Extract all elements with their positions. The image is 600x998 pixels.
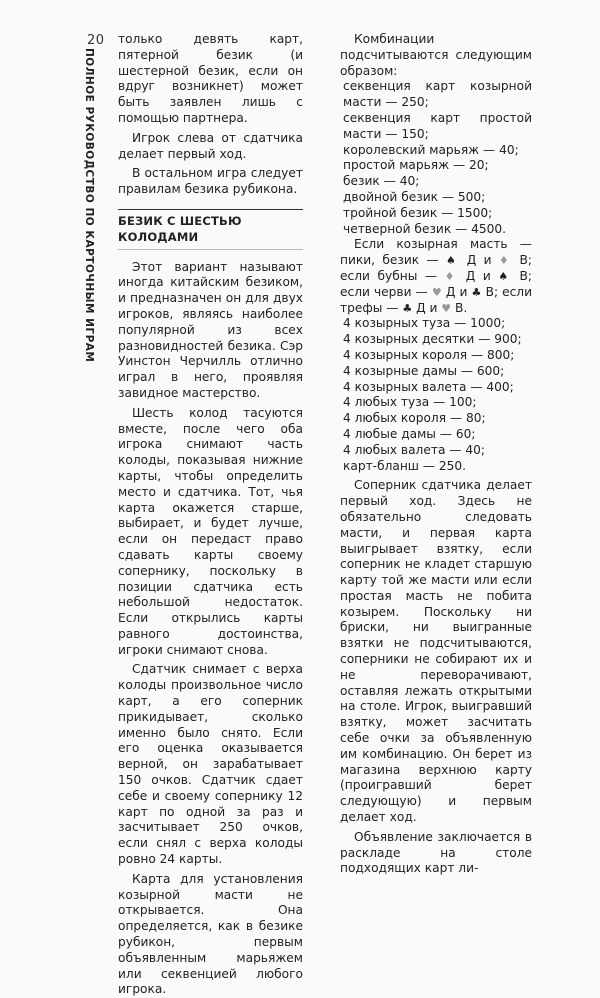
paragraph-play: Соперник сдатчика делает первый ход. Здесь не обязательно следовать масти, и первая карта выигрывает взятку, если соперник не кладет старшую карту той же масти или если простая масть не побита козырем. Поскольку ни бриски, ни выигранные взятки не подсчитываются, соперники не собирают их и не переворачивают, оставляя лежать открытыми на столе. Игрок, выигравший взятку, может засчитать себе очки за объявленную им комбинацию. Он берет из магазина верхнюю карту (проигравший берет следующую) и первым делает ход. [340,478,532,825]
combinations-intro: Комбинации подсчитываются следующим образом: [340,32,532,78]
list-item: тройной безик — 1500; [343,205,493,220]
paragraph-shuffle: Шесть колод тасуются вместе, после чего оба игрока снимают часть колоды, показывая нижние карты, чтобы определить место и сдатчика. Тот, чья карта окажется старше, выбирает, и будет лучше, если он передаст право сдавать карты своему сопернику, поскольку в позиции сдатчика есть небольшой недостаток. Если открылись карты равного достоинства, игроки снимают снова. [118,405,303,657]
list-item: 4 козырных короля — 800; [343,347,515,362]
list-item: простой марьяж — 20; [343,158,489,173]
left-column [118,32,303,998]
list-item: 4 любые дамы — 60; [343,426,476,441]
paragraph-intro: Этот вариант называют иногда китайским безиком, и предназначен он для двух игроков, являясь наиболее популярной из всех разновидностей безика. Сэр Уинстон Черчилль отлично играл в него, проявляя завидное мастерство. [118,259,303,400]
list-item: королевский марьяж — 40; [343,142,519,157]
spade-icon: ♠ [446,254,460,268]
heart-icon: ♥ [441,301,452,315]
paragraph-trump: Карта для установления козырной масти не открывается. Она определяется, как в безике рубикон, первым объявленным марьяжем или секвенцией любого игрока. [118,871,303,997]
list-item: 4 любых туза — 100; [343,395,477,410]
club-icon: ♣ [471,285,482,299]
paragraph-first-move: Игрок слева от сдатчика делает первый ход. [118,130,303,161]
list-item: секвенция карт простой масти — 150; [343,110,532,141]
running-header-text: ПОЛНОЕ РУКОВОДСТВО ПО КАРТОЧНЫМ ИГРАМ [83,48,95,363]
list-item: 4 козырных десятки — 900; [343,332,522,347]
paragraph-bezique-suits: Если козырная масть — пики, безик — ♠ Д и ♦ В; если бубны — ♦ Д и ♠ В; если черви — ♥ Д и ♣ В; если трефы — ♣ Д и ♥ В. [340,237,533,315]
diamond-icon: ♦ [444,269,459,283]
list-item: 4 козырных туза — 1000; [343,316,506,331]
combinations-list [340,79,532,237]
paragraph-rules: В остальном игра следует правилам безика рубикона. [118,166,303,197]
section-heading: БЕЗИК С ШЕСТЬЮ КОЛОДАМИ [118,209,303,250]
list-item: двойной безик — 500; [343,189,486,204]
diamond-icon: ♦ [498,254,513,268]
list-item: безик — 40; [343,174,420,189]
list-item: 4 любых валета — 40; [343,442,485,457]
list-item: 4 козырных валета — 400; [343,379,514,394]
list-item: четверной безик — 4500. [343,221,507,236]
right-column [340,32,532,877]
page-number: 20 [87,33,105,48]
spade-icon: ♠ [498,269,512,283]
heart-icon: ♥ [431,285,442,299]
running-header [78,48,98,378]
list-item: секвенция карт козырной масти — 250; [343,79,532,110]
list-item: карт-бланш — 250. [343,458,467,473]
list-item: 4 любых короля — 80; [343,411,486,426]
bonus-list [340,316,532,474]
club-icon: ♣ [402,301,413,315]
paragraph-continuation: только девять карт, пятерной безик (и шестерной безик, если он вдруг возникнет) может быть заявлен лишь с помощью партнера. [118,32,303,125]
paragraph-cut: Сдатчик снимает с верха колоды произвольное число карт, а его соперник прикидывает, сколько именно было снято. Если его оценка оказывается верной, он зарабатывает 150 очков. Сдатчик сдает себе и своему сопернику 12 карт по одной за раз и засчитывает 250 очков, если снял с верха колоды ровно 24 карты. [118,662,303,867]
paragraph-declaration: Объявление заключается в раскладе на столе подходящих карт ли- [340,829,532,876]
list-item: 4 козырные дамы — 600; [343,363,505,378]
